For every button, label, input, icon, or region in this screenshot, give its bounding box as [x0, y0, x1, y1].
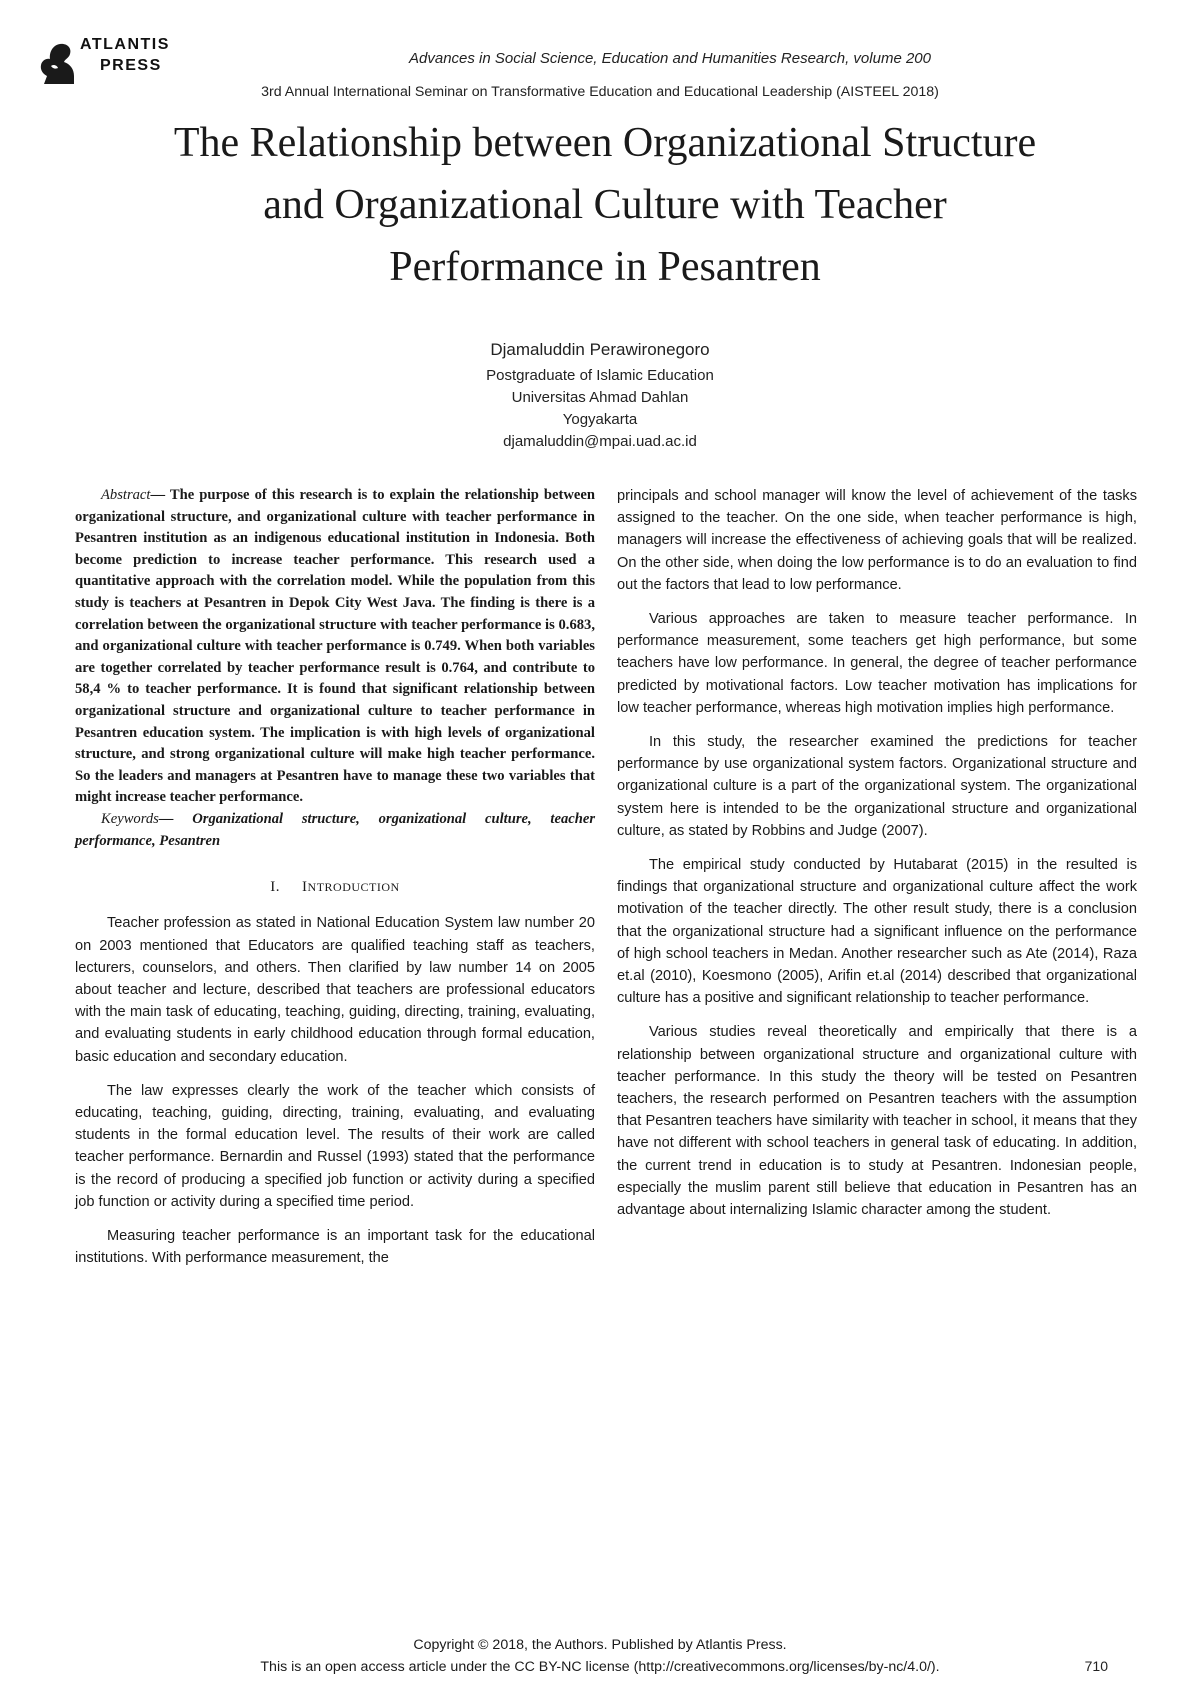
body-paragraph: Measuring teacher performance is an important task for the educational institutions. With performance measurement, the — [75, 1227, 595, 1267]
author-city: Yogyakarta — [562, 411, 638, 428]
body-paragraph: Various approaches are taken to measure teacher performance. In performance measurement, some teachers get high performance, but some teachers have low performance. In general, the degree of teacher performance predicted by motivational factors. Low teacher motivation has implications for low teacher performance, whereas high motivation implies high performance. — [617, 611, 1137, 716]
title-line-1: The Relationship between Organizational Structure — [173, 120, 1037, 166]
body-paragraph: Various studies reveal theoretically and empirically that there is a relationship between organizational structure and organizational culture with teacher performance. In this study the theory will be tested on Pesantren teachers, the research performed on Pesantren teachers with the assumption that Pesantren teachers have similarity with teacher in school, it means that they have not different with school teachers in general task of educating. In addition, the current trend in education is to study at Pesantren. Indonesian people, especially the muslim parent still believe that education in Pesantren has an advantage about internalizing Islamic character among the student. — [617, 1024, 1137, 1219]
body-paragraph: The law expresses clearly the work of the teacher which consists of educating, teaching, guiding, directing, training, evaluating, and evaluating students in the formal education level. The results of their work are called teacher performance. Bernardin and Russel (1993) stated that the performance is the record of producing a specified job function or activity during a specified job function or activity during a specified time period. — [75, 1082, 595, 1210]
title-line-2: and Organizational Culture with Teacher — [263, 182, 947, 228]
right-column — [617, 485, 1137, 1221]
section-number: I. — [270, 879, 281, 896]
abstract — [75, 485, 595, 809]
body-paragraph: In this study, the researcher examined the predictions for teacher performance by use organizational system factors. Organizational structure and organizational culture is a part of the organizational system. The organizational system here is intended to be the organizational structure and organizational culture, as stated by Robbins and Judge (2007). — [617, 734, 1137, 839]
keywords — [75, 809, 595, 852]
conference-header: 3rd Annual International Seminar on Transformative Education and Educational Leadership (AISTEEL 2018) — [261, 84, 939, 100]
section-title-initial: I — [302, 879, 308, 896]
body-paragraph: principals and school manager will know the level of achievement of the tasks assigned to the teacher. On the one side, when teacher performance is high, managers will increase the effectiveness of achieving goals that will be realized. On the other side, when doing the low performance is to do an evaluation to find out the factors that lead to low performance. — [617, 488, 1137, 593]
author-affiliation-1: Postgraduate of Islamic Education — [486, 367, 714, 384]
keywords-text: Organizational structure, organizational culture, teacher performance, Pesantren — [75, 810, 595, 849]
title-line-3: Performance in Pesantren — [389, 244, 821, 290]
logo-line-1: ATLANTIS — [80, 36, 170, 53]
author-block — [0, 337, 1200, 453]
journal-header: Advances in Social Science, Education and Humanities Research, volume 200 — [409, 50, 931, 67]
body-paragraph: Teacher profession as stated in National Education System law number 20 on 2003 mentioned that Educators are qualified teaching staff as teachers, lecturers, counselors, and others. Then clarified by law number 14 on 2005 about teacher and lecture, described that teachers are professional educators with the main task of educating, teaching, guiding, directing, training, evaluating, and evaluating students in early childhood education through formal education, basic education and secondary education. — [75, 915, 595, 1065]
logo-line-2: PRESS — [100, 57, 162, 74]
section-title-rest: NTRODUCTION — [307, 880, 400, 895]
left-column — [75, 485, 595, 1269]
page-number: 710 — [1084, 1658, 1108, 1674]
body-paragraph: The empirical study conducted by Hutabarat (2015) in the resulted is findings that organizational structure and organizational culture affect the work motivation of the teacher directly. The other result study, there is a conclusion that the organizational structure had a significant influence on the performance of high school teachers in Medan. Another researcher such as Ate (2014), Raza et.al (2010), Koesmono (2005), Arifin et.al (2014) described that organizational culture has a positive and significant relationship to teacher performance. — [617, 857, 1137, 1007]
footer-copyright: Copyright © 2018, the Authors. Published by Atlantis Press. — [413, 1637, 787, 1653]
abstract-text: The purpose of this research is to explain the relationship between organizational structure, and organizational culture with teacher performance in Pesantren institution as an indigenous educational institution in Indonesia. Both become prediction to increase teacher performance. This research used a quantitative approach with the correlation model. While the population from this study is teachers at Pesantren in Depok City West Java. The finding is there is a correlation between the organizational structure with teacher performance is 0.683, and organizational culture with teacher performance is 0.749. When both variables are together correlated by teacher performance result is 0.764, and contribute to 58,4 % to teacher performance. It is found that significant relationship between organizational structure and organizational culture to teacher performance in Pesantren education system. The implication is with high levels of organizational structure, and strong organizational culture will make high teacher performance. So the leaders and managers at Pesantren have to manage these two variables that might increase teacher performance. — [75, 487, 595, 806]
section-heading-introduction — [75, 876, 595, 898]
keywords-dash: — — [158, 810, 174, 827]
paper-title — [60, 112, 1150, 298]
author-name: Djamaluddin Perawironegoro — [490, 340, 710, 359]
author-email[interactable]: djamaluddin@mpai.uad.ac.id — [503, 433, 697, 450]
footer-license[interactable]: This is an open access article under the CC BY-NC license (http://creativecommons.org/licenses/by-nc/4.0/). — [260, 1659, 940, 1675]
keywords-label: Keywords — [101, 810, 159, 827]
abstract-dash: — — [150, 487, 166, 503]
footer — [0, 1634, 1200, 1678]
author-affiliation-2: Universitas Ahmad Dahlan — [511, 389, 689, 406]
abstract-label: Abstract — [101, 487, 151, 503]
